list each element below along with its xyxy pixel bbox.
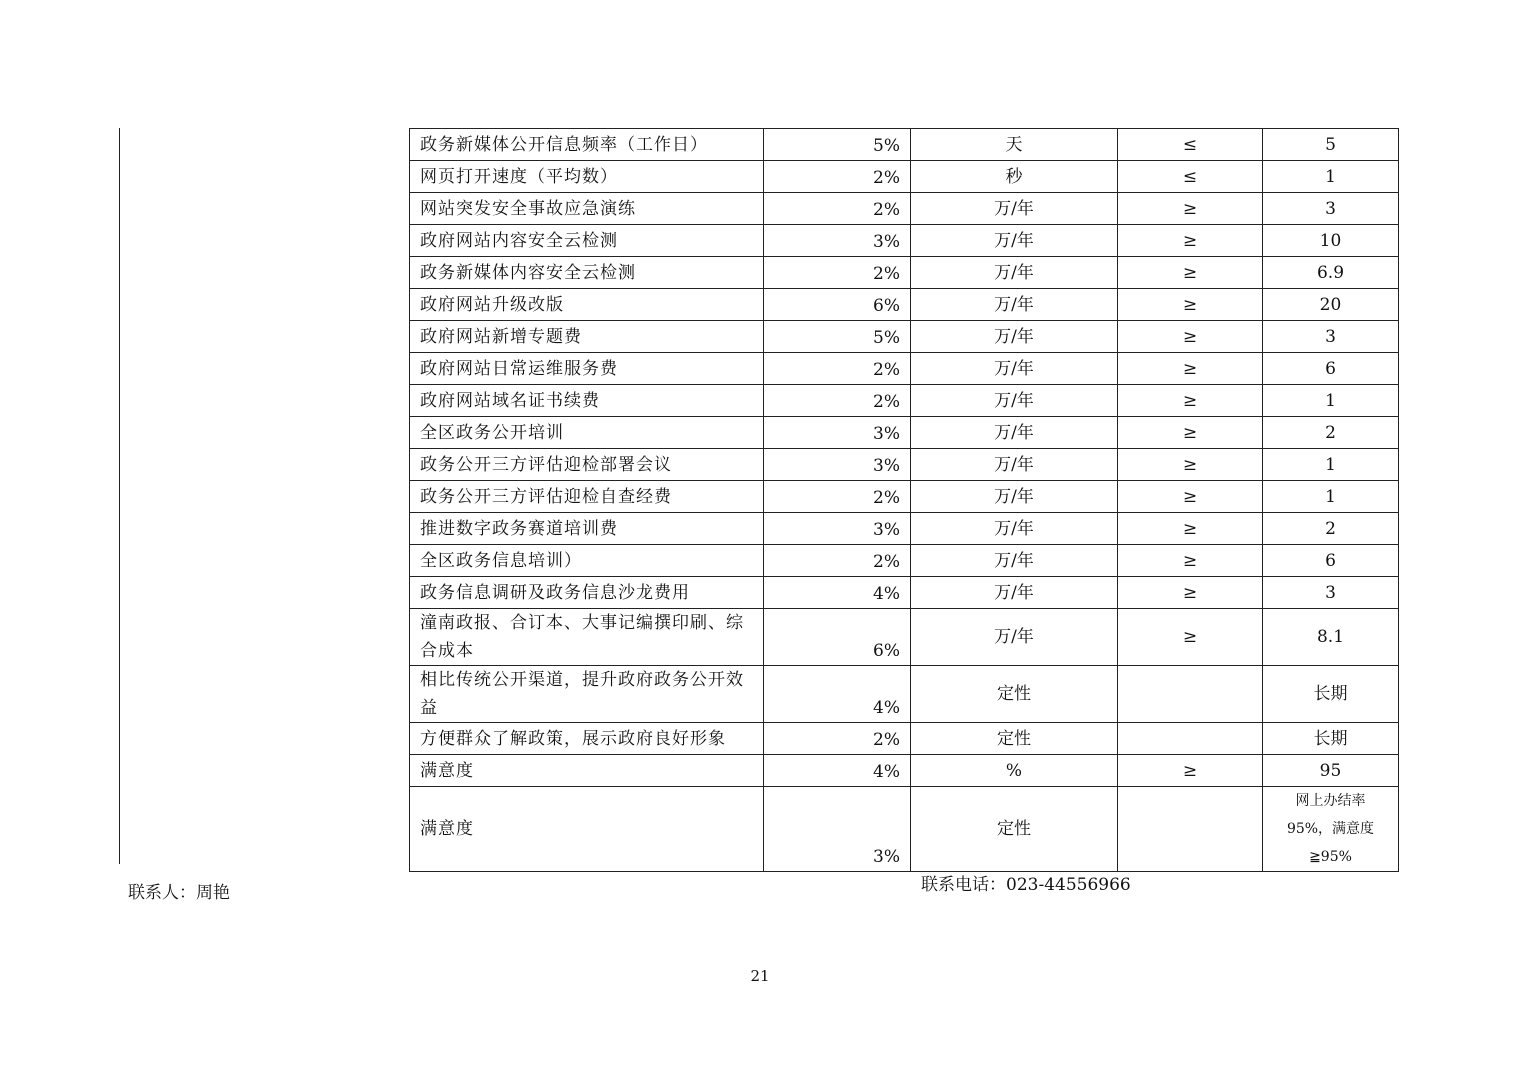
indicator-weight: 2% — [764, 723, 911, 755]
indicator-name: 网站突发安全事故应急演练 — [410, 193, 764, 225]
indicator-operator: ≥ — [1118, 755, 1263, 787]
indicator-operator: ≥ — [1118, 513, 1263, 545]
indicator-weight: 2% — [764, 545, 911, 577]
indicator-unit: 万/年 — [911, 385, 1118, 417]
indicator-operator: ≥ — [1118, 417, 1263, 449]
indicator-name: 政务公开三方评估迎检自查经费 — [410, 481, 764, 513]
indicator-weight: 3% — [764, 787, 911, 872]
indicator-name: 推进数字政务赛道培训费 — [410, 513, 764, 545]
indicator-name: 政务新媒体内容安全云检测 — [410, 257, 764, 289]
indicator-name: 全区政务公开培训 — [410, 417, 764, 449]
indicator-value: 3 — [1263, 321, 1399, 353]
table-row — [410, 321, 1399, 353]
indicator-unit: 定性 — [911, 723, 1118, 755]
indicator-unit: 万/年 — [911, 289, 1118, 321]
contact-person: 联系人：周艳 — [128, 883, 230, 903]
table-row — [410, 193, 1399, 225]
table-row — [410, 513, 1399, 545]
indicator-unit: 天 — [911, 129, 1118, 161]
indicator-value: 6.9 — [1263, 257, 1399, 289]
table-row — [410, 257, 1399, 289]
indicator-name: 满意度 — [410, 755, 764, 787]
indicator-unit: 万/年 — [911, 225, 1118, 257]
indicator-value: 6 — [1263, 353, 1399, 385]
table-row — [410, 609, 1399, 666]
indicator-value: 1 — [1263, 449, 1399, 481]
indicator-unit: 定性 — [911, 666, 1118, 723]
indicator-operator: ≥ — [1118, 321, 1263, 353]
indicator-unit: 万/年 — [911, 513, 1118, 545]
indicator-unit: % — [911, 755, 1118, 787]
indicator-unit: 秒 — [911, 161, 1118, 193]
indicator-operator: ≥ — [1118, 257, 1263, 289]
indicator-name: 政府网站域名证书续费 — [410, 385, 764, 417]
indicator-value-line: 网上办结率 — [1295, 793, 1366, 809]
indicator-name: 政务公开三方评估迎检部署会议 — [410, 449, 764, 481]
indicator-operator — [1118, 723, 1263, 755]
indicator-name: 全区政务信息培训） — [410, 545, 764, 577]
table-row — [410, 755, 1399, 787]
contact-phone: 联系电话：023-44556966 — [921, 875, 1131, 895]
table-row — [410, 481, 1399, 513]
indicator-unit: 万/年 — [911, 321, 1118, 353]
indicator-weight: 6% — [764, 609, 911, 666]
table-row — [410, 417, 1399, 449]
indicator-unit: 万/年 — [911, 609, 1118, 666]
indicator-value: 长期 — [1263, 723, 1399, 755]
indicator-value: 10 — [1263, 225, 1399, 257]
performance-indicator-table — [409, 128, 1399, 872]
table-row — [410, 545, 1399, 577]
indicator-value: 2 — [1263, 513, 1399, 545]
indicator-weight: 6% — [764, 289, 911, 321]
table-row — [410, 666, 1399, 723]
table-row — [410, 161, 1399, 193]
page-number: 21 — [750, 967, 770, 985]
indicator-operator — [1118, 666, 1263, 723]
indicator-value-line: ≧95% — [1309, 849, 1352, 865]
indicator-value-line: 95%，满意度 — [1286, 821, 1375, 837]
indicator-weight: 3% — [764, 513, 911, 545]
indicator-unit: 万/年 — [911, 417, 1118, 449]
indicator-unit: 万/年 — [911, 193, 1118, 225]
table-row — [410, 723, 1399, 755]
indicator-weight: 4% — [764, 666, 911, 723]
indicator-weight: 3% — [764, 449, 911, 481]
indicator-name: 政府网站内容安全云检测 — [410, 225, 764, 257]
indicator-name: 政府网站日常运维服务费 — [410, 353, 764, 385]
indicator-unit: 万/年 — [911, 449, 1118, 481]
indicator-name: 方便群众了解政策，展示政府良好形象 — [410, 723, 764, 755]
indicator-name: 政务信息调研及政务信息沙龙费用 — [410, 577, 764, 609]
indicator-name: 潼南政报、合订本、大事记编撰印刷、综合成本 — [410, 609, 764, 666]
indicator-operator: ≥ — [1118, 385, 1263, 417]
table-row — [410, 577, 1399, 609]
table-row — [410, 449, 1399, 481]
indicator-operator: ≥ — [1118, 481, 1263, 513]
indicator-value: 2 — [1263, 417, 1399, 449]
indicator-weight: 5% — [764, 321, 911, 353]
indicator-value: 6 — [1263, 545, 1399, 577]
indicator-operator: ≥ — [1118, 609, 1263, 666]
indicator-name: 相比传统公开渠道，提升政府政务公开效益 — [410, 666, 764, 723]
indicator-weight: 2% — [764, 385, 911, 417]
indicator-name: 网页打开速度（平均数） — [410, 161, 764, 193]
indicator-weight: 2% — [764, 257, 911, 289]
indicator-value: 3 — [1263, 577, 1399, 609]
indicator-unit: 万/年 — [911, 257, 1118, 289]
indicator-value: 1 — [1263, 481, 1399, 513]
indicator-value: 1 — [1263, 161, 1399, 193]
indicator-unit: 定性 — [911, 787, 1118, 872]
indicator-value: 20 — [1263, 289, 1399, 321]
indicator-operator — [1118, 787, 1263, 872]
indicator-name: 政务新媒体公开信息频率（工作日） — [410, 129, 764, 161]
indicator-unit: 万/年 — [911, 481, 1118, 513]
indicator-weight: 4% — [764, 577, 911, 609]
indicator-operator: ≥ — [1118, 353, 1263, 385]
indicator-operator: ≥ — [1118, 545, 1263, 577]
indicator-name: 政府网站新增专题费 — [410, 321, 764, 353]
indicator-unit: 万/年 — [911, 353, 1118, 385]
indicator-value — [1263, 787, 1399, 872]
indicator-name: 满意度 — [410, 787, 764, 872]
left-margin-rule — [119, 128, 120, 864]
indicator-weight: 5% — [764, 129, 911, 161]
indicator-weight: 4% — [764, 755, 911, 787]
indicator-value: 1 — [1263, 385, 1399, 417]
table-row — [410, 353, 1399, 385]
indicator-weight: 2% — [764, 193, 911, 225]
indicator-operator: ≤ — [1118, 129, 1263, 161]
indicator-value: 5 — [1263, 129, 1399, 161]
indicator-weight: 3% — [764, 417, 911, 449]
indicator-operator: ≥ — [1118, 193, 1263, 225]
indicator-value: 8.1 — [1263, 609, 1399, 666]
indicator-weight: 3% — [764, 225, 911, 257]
indicator-operator: ≤ — [1118, 161, 1263, 193]
indicator-name: 政府网站升级改版 — [410, 289, 764, 321]
indicator-value: 3 — [1263, 193, 1399, 225]
indicator-operator: ≥ — [1118, 289, 1263, 321]
indicator-operator: ≥ — [1118, 577, 1263, 609]
indicator-operator: ≥ — [1118, 225, 1263, 257]
indicator-value: 95 — [1263, 755, 1399, 787]
table-row — [410, 787, 1399, 872]
table-row — [410, 129, 1399, 161]
indicator-weight: 2% — [764, 353, 911, 385]
table-row — [410, 385, 1399, 417]
indicator-value: 长期 — [1263, 666, 1399, 723]
indicator-unit: 万/年 — [911, 577, 1118, 609]
indicator-operator: ≥ — [1118, 449, 1263, 481]
indicator-unit: 万/年 — [911, 545, 1118, 577]
indicator-weight: 2% — [764, 161, 911, 193]
table-row — [410, 289, 1399, 321]
indicator-weight: 2% — [764, 481, 911, 513]
table-row — [410, 225, 1399, 257]
